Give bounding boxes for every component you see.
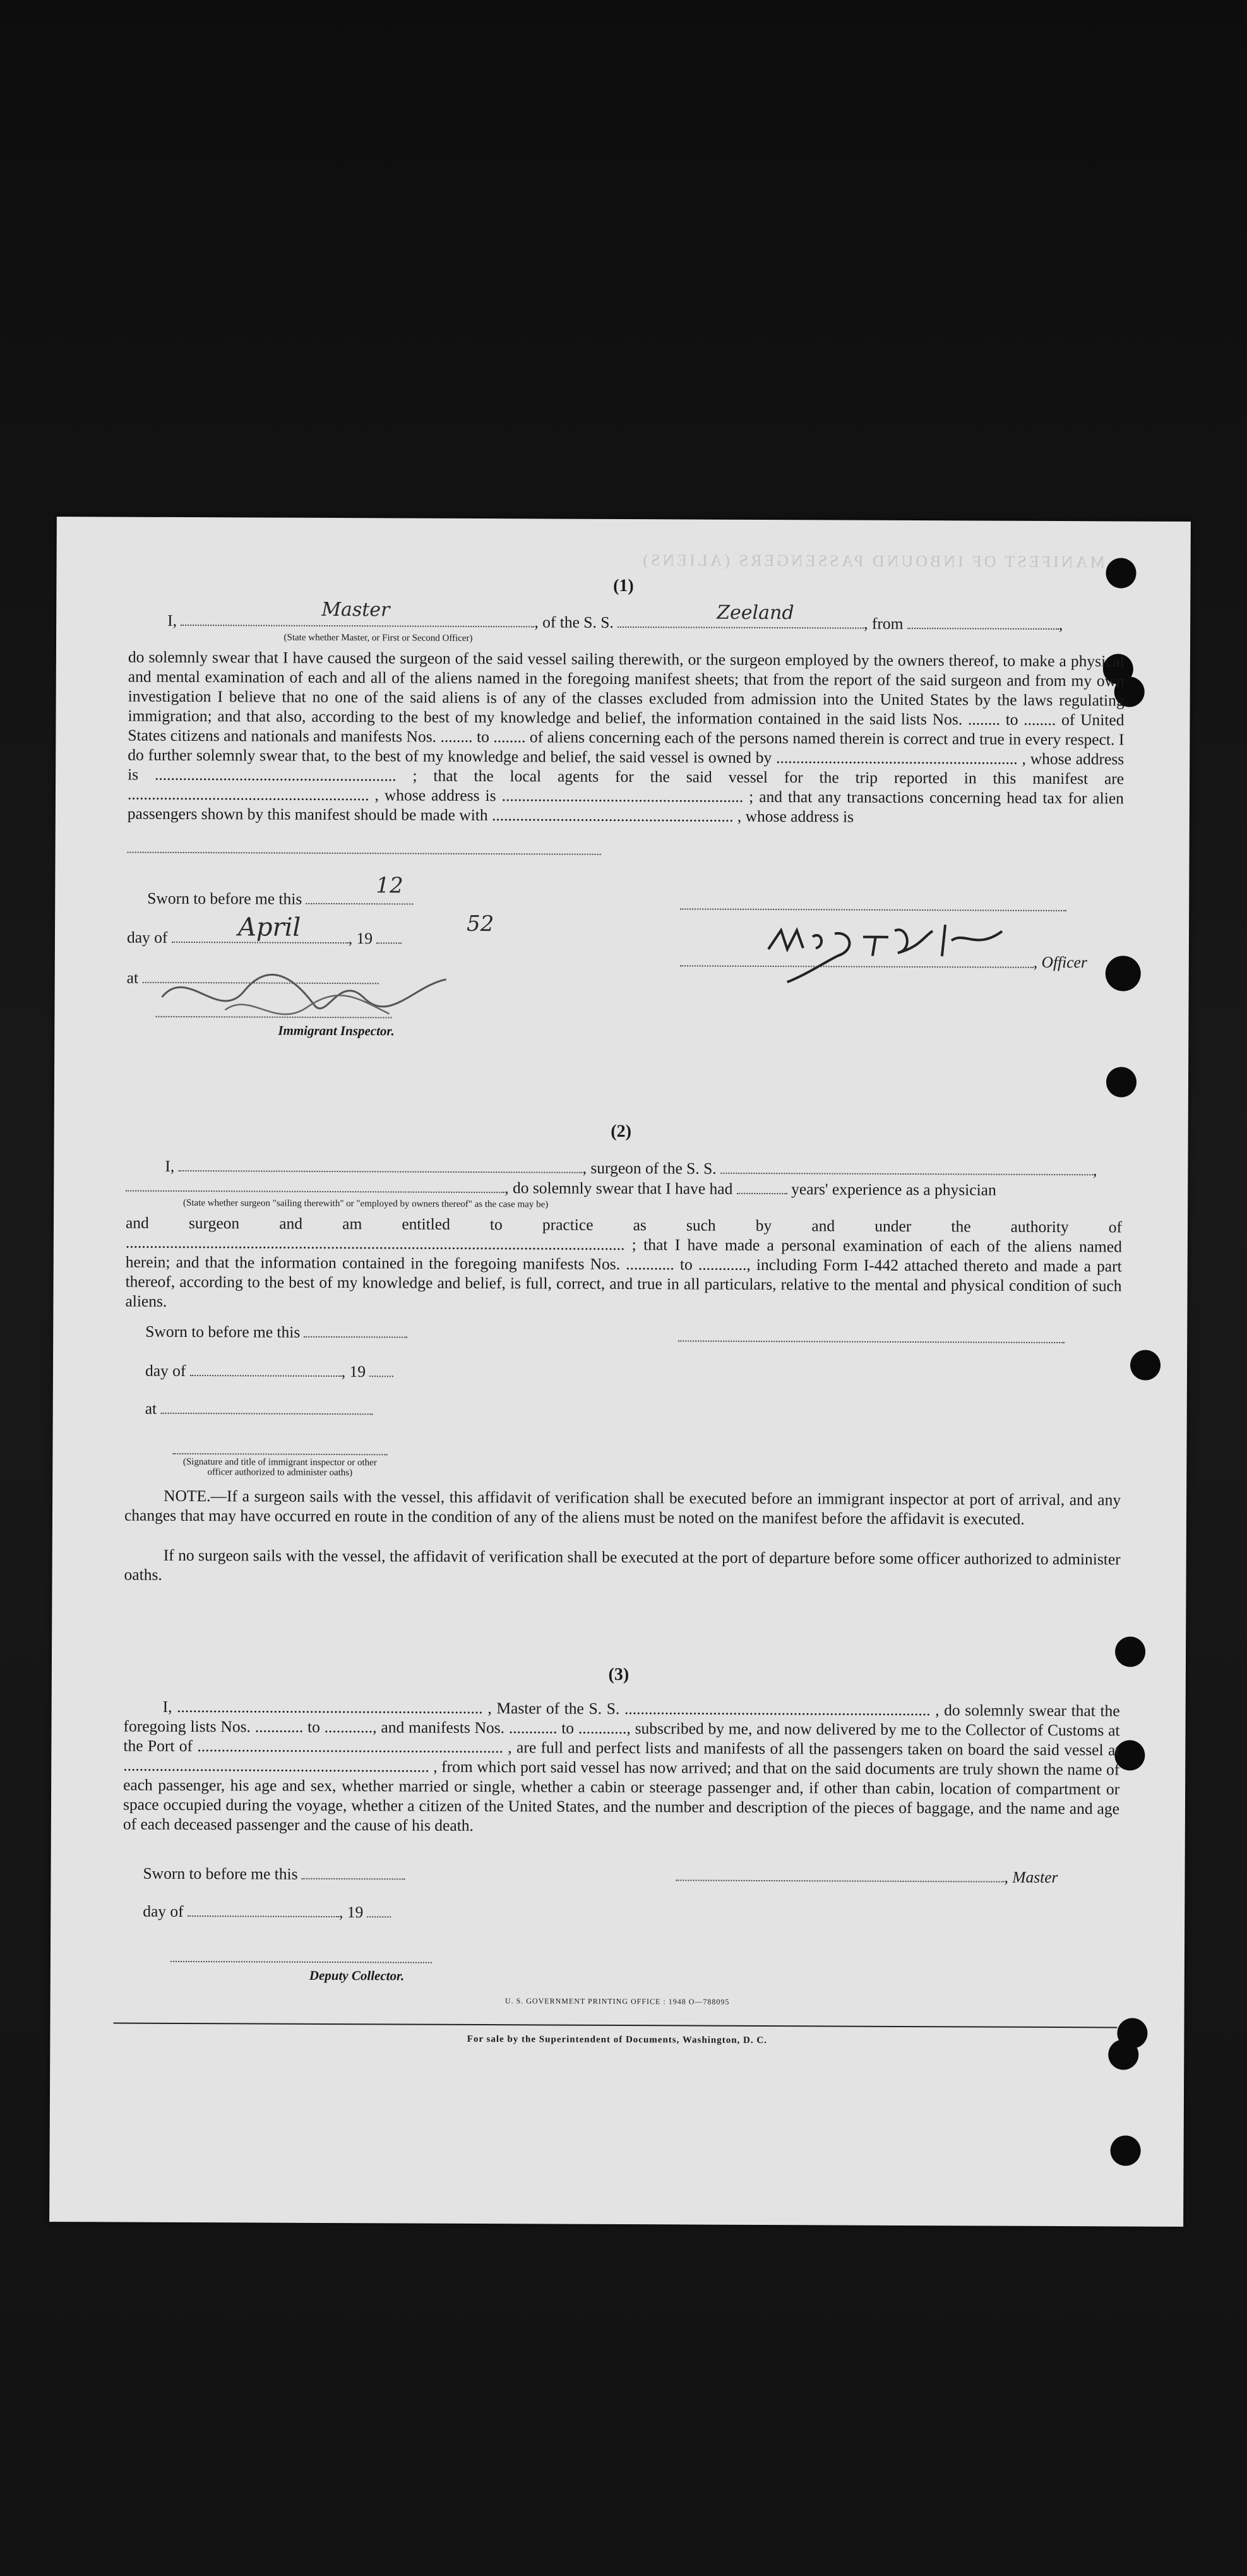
s2-day-label: day of <box>145 1361 186 1380</box>
s2-sworn-label: Sworn to before me this <box>145 1322 301 1341</box>
punch-hole <box>1115 1636 1145 1667</box>
s3-sworn-field <box>302 1864 405 1880</box>
s2-status-field <box>126 1177 504 1194</box>
s1-officer-signature <box>762 911 1028 988</box>
s2-oath-body: and surgeon and am entitled to practice as such by and under the authority of ............................................................................................................................ ; that I have made a personal examination of each of the aliens named herein; and that the information contained in the foregoing manifests Nos. ............ to ............, including Form I-442 attached thereto and made a part thereof, according to the best of my knowledge and belief, is full, correct, and true in all particulars, relative to the mental and physical condition of such aliens. <box>125 1213 1123 1310</box>
s3-master-line <box>676 1866 1058 1887</box>
s1-first-line: I, , of the S. S. , from , <box>167 611 1063 634</box>
s3-sworn-label: Sworn to before me this <box>143 1864 298 1883</box>
s1-handwritten-year: 52 <box>467 911 494 937</box>
section-3-number: (3) <box>608 1664 629 1685</box>
s3-deputy-rule <box>170 1961 432 1963</box>
s3-month-field <box>188 1902 339 1917</box>
s3-sworn-line <box>143 1864 405 1884</box>
s1-at-label: at <box>126 968 139 987</box>
s1-of-ss: , of the S. S. <box>534 613 614 632</box>
s1-year-label: , 19 <box>348 929 373 948</box>
s1-oath-body: do solemnly swear that I have caused the surgeon of the said vessel sailing therewith, or the surgeon employed by the owners thereof, to make a physical and mental examination of each and all of the aliens named in the foregoing manifest sheets; that from the report of the said surgeon and from my own investigation I believe that no one of the said aliens is of any of the classes excluded from admission into the United States by the laws regulating immigration; and that also, according to the best of my knowledge and belief, the information contained in the said lists Nos. ........ to ........ of United States citizens and nationals and manifests Nos. ........ to ........ of aliens concerning each of the persons named therein is correct and true in every respect. I do further solemnly swear that, to the best of my knowledge and belief, the said vessel is owned by ............................................................ , whose address is ............................................................ ; that the local agents for the said vessel for the trip reported in this manifest are ............................................................ , whose address is ............................................................ ; and that any transactions concerning head tax for alien passengers shown by this manifest should be made with ............................................................ , whose address is <box>127 647 1125 826</box>
s3-day-label: day of <box>143 1902 184 1920</box>
s3-master-label: , Master <box>1004 1867 1058 1887</box>
s3-deputy-collector-label: Deputy Collector. <box>309 1967 405 1984</box>
s2-surgeon-signature-rule <box>678 1340 1065 1343</box>
s2-surgeon-of: , surgeon of the S. S. <box>582 1158 717 1178</box>
s2-inspector-rule <box>172 1453 387 1455</box>
s2-at-label: at <box>145 1399 157 1418</box>
s2-note-1: NOTE.—If a surgeon sails with the vessel, this affidavit of verification shall be executed before an immigrant inspector at port of arrival, and any changes that may have occurred en route in the condition of any of the aliens must be noted on the manifest before the affidavit is executed. <box>124 1486 1121 1528</box>
s2-sworn-line <box>145 1322 408 1343</box>
s1-i-label: I, <box>167 611 177 630</box>
section-2-number: (2) <box>611 1121 632 1142</box>
s2-years-field <box>737 1179 787 1194</box>
s2-note-2: If no surgeon sails with the vessel, the affidavit of verification shall be executed at the port of departure before some officer authorized to administer oaths. <box>124 1545 1121 1584</box>
bleed-through-text: MANIFEST OF INBOUND PASSENGERS (ALIENS) <box>640 551 1105 572</box>
s1-handwritten-title: Master <box>321 598 390 621</box>
manifest-form-page <box>49 517 1191 2227</box>
s2-state-note: (State whether surgeon "sailing therewith" or "employed by owners thereof" as the case may be) <box>183 1197 549 1210</box>
s1-body-end-rule <box>128 852 601 855</box>
s2-years-text: years' experience as a physician <box>791 1180 996 1199</box>
s2-year-label: , 19 <box>341 1362 366 1381</box>
s1-year-field <box>376 928 402 944</box>
s2-at-field <box>160 1399 373 1415</box>
s1-handwritten-month: April <box>237 913 301 942</box>
punch-hole <box>1130 1350 1160 1381</box>
s3-year-label: , 19 <box>339 1903 364 1922</box>
s1-state-note: (State whether Master, or First or Second Officer) <box>283 632 473 644</box>
s2-year-field <box>369 1362 393 1377</box>
s2-swear-text: , do solemnly swear that I have had <box>504 1178 733 1198</box>
s1-handwritten-day: 12 <box>376 873 403 899</box>
s1-handwritten-vessel: Zeeland <box>717 601 794 625</box>
s2-first-line: I, , surgeon of the S. S. , <box>165 1156 1097 1180</box>
s2-day-line <box>145 1361 394 1382</box>
s2-month-field <box>190 1361 342 1377</box>
s1-day-label: day of <box>126 928 168 947</box>
s1-from: , from <box>864 614 904 633</box>
s2-signature-note: (Signature and title of immigrant inspector or other officer authorized to administer oaths) <box>182 1456 377 1478</box>
s1-from-field <box>907 614 1059 630</box>
s1-sworn-label: Sworn to before me this <box>147 889 302 908</box>
printing-office-imprint: U. S. GOVERNMENT PRINTING OFFICE : 1948 O—788095 <box>504 1996 730 2006</box>
s3-year-field <box>367 1902 391 1917</box>
section-1-number: (1) <box>613 575 634 596</box>
s2-vessel-field <box>720 1159 1093 1176</box>
sale-notice: For sale by the Superintendent of Documents, Washington, D. C. <box>467 2034 768 2046</box>
s3-oath-body: I, ............................................................................ , Master of the S. S. ............................................................................ , do solemnly swear that the foregoing lists Nos. ............ to ............, and manifests Nos. ............ to ............, subscribed by me, and now delivered by me to the Collector of Customs at the Port of ............................................................................ , are full and perfect lists and manifests of all the passengers taken on board the said vessel at ............................................................................ , from which port said vessel has now arrived; and that on the said documents are truly shown the name of each passenger, his age and sex, whether married or single, whether a cabin or steerage passenger and, if other than cabin, location of compartment or space occupied during the voyage, whether a citizen of the United States, and the number and description of the pieces of baggage, and the name and age of each deceased passenger and the cause of his death. <box>122 1697 1120 1835</box>
s1-officer-label: , Officer <box>1033 952 1087 972</box>
s3-day-line <box>143 1902 391 1922</box>
punch-hole <box>1106 1067 1137 1097</box>
s2-sworn-field <box>304 1322 408 1338</box>
punch-hole <box>1106 956 1141 991</box>
s1-sworn-line <box>147 889 414 909</box>
s2-i-label: I, <box>165 1156 175 1175</box>
punch-hole <box>1111 2135 1141 2166</box>
s3-master-field <box>676 1866 1004 1882</box>
s1-officer-top-rule <box>680 908 1066 911</box>
footer-rule <box>113 2023 1117 2028</box>
s2-second-line <box>126 1177 996 1200</box>
s1-immigrant-inspector-label: Immigrant Inspector. <box>278 1022 395 1039</box>
s2-at-line <box>145 1399 373 1420</box>
s2-surgeon-name-field <box>179 1156 583 1173</box>
